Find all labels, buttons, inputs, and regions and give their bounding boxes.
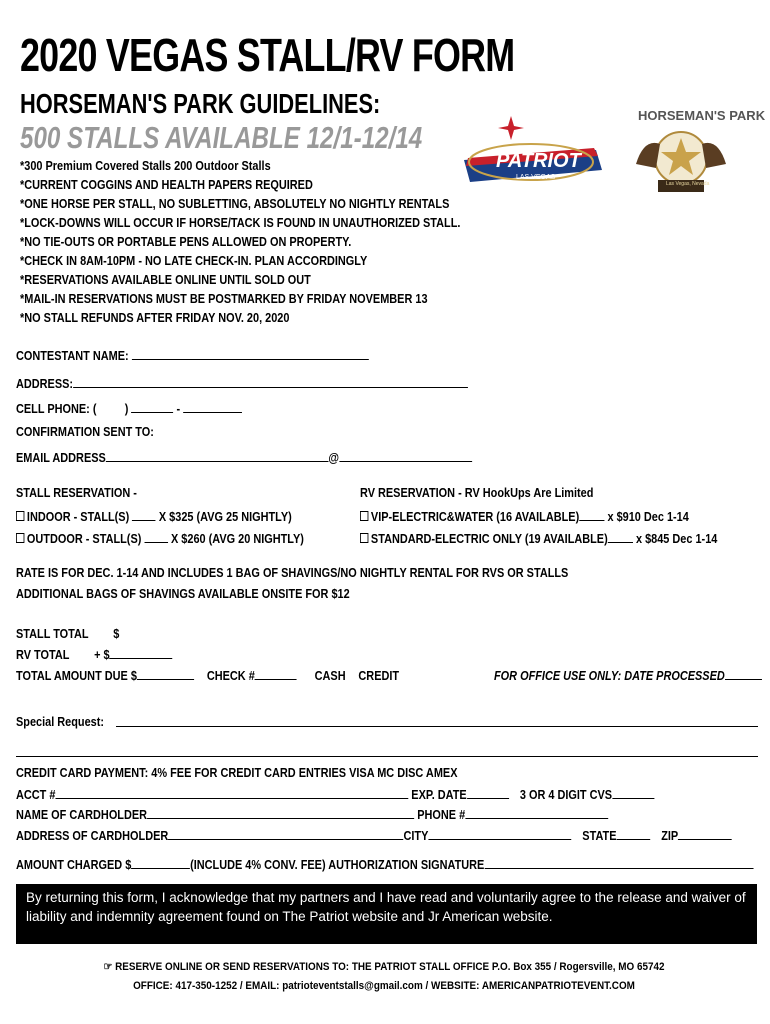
guideline-item: *CURRENT COGGINS AND HEALTH PAPERS REQUIRED <box>20 177 313 192</box>
office-use-label: FOR OFFICE USE ONLY: DATE PROCESSED <box>494 668 725 683</box>
email-row <box>16 449 472 465</box>
indoor-stall-qty-field[interactable] <box>132 508 156 521</box>
footer-address-text: RESERVE ONLINE OR SEND RESERVATIONS TO: THE PATRIOT STALL OFFICE P.O. Box 355 / Rogersville, MO 65742 <box>115 961 665 973</box>
email-domain-field[interactable] <box>339 449 472 462</box>
rv-vip-label: VIP-ELECTRIC&WATER (16 AVAILABLE) <box>370 509 580 524</box>
cardholder-address-label: ADDRESS OF CARDHOLDER <box>16 828 169 843</box>
horsemans-logo-subtext: Las Vegas, Nevada <box>666 181 710 187</box>
cardholder-phone-field[interactable] <box>465 806 608 819</box>
footer-line-2: OFFICE: 417-350-1252 / EMAIL: patrioteventstalls@gmail.com / WEBSITE: AMERICANPATRIOTEVENT.COM <box>133 980 635 992</box>
horsemans-logo-text: HORSEMAN'S PARK <box>638 108 766 123</box>
rv-reservation-heading: RV RESERVATION - RV HookUps Are Limited <box>360 485 594 500</box>
cash-option[interactable]: CASH <box>314 668 346 683</box>
cell-phone-prefix-field[interactable] <box>131 400 173 413</box>
rv-standard-label: STANDARD-ELECTRIC ONLY (19 AVAILABLE) <box>370 531 608 546</box>
guideline-item: *300 Premium Covered Stalls 200 Outdoor Stalls <box>20 158 271 173</box>
patriot-logo-text: PATRIOT <box>496 150 581 172</box>
special-request-field-2[interactable] <box>16 756 758 757</box>
confirmation-label: CONFIRMATION SENT TO: <box>16 424 154 439</box>
amount-charged-field[interactable] <box>131 856 190 869</box>
contestant-name-label: CONTESTANT NAME: <box>16 348 129 363</box>
cell-phone-number-field[interactable] <box>183 400 242 413</box>
cardholder-name-field[interactable] <box>147 806 414 819</box>
guideline-item: *MAIL-IN RESERVATIONS MUST BE POSTMARKED BY FRIDAY NOVEMBER 13 <box>20 291 428 306</box>
cell-phone-dash: - <box>176 401 181 416</box>
office-date-field[interactable] <box>725 667 762 680</box>
amount-charged-row <box>16 856 753 872</box>
rate-info-line1: RATE IS FOR DEC. 1-14 AND INCLUDES 1 BAG OF SHAVINGS/NO NIGHTLY RENTAL FOR RVS OR STALLS <box>16 565 569 580</box>
stalls-available: 500 STALLS AVAILABLE 12/1-12/14 <box>20 120 423 155</box>
rv-vip-row <box>360 508 689 524</box>
cardholder-address-row <box>16 827 732 843</box>
cardholder-phone-label: PHONE # <box>417 807 466 822</box>
guideline-item: *ONE HORSE PER STALL, NO SUBLETTING, ABSOLUTELY NO NIGHTLY RENTALS <box>20 196 450 211</box>
rv-vip-qty-field[interactable] <box>579 508 604 521</box>
amount-due-label: TOTAL AMOUNT DUE $ <box>16 668 137 683</box>
rate-info-line2: ADDITIONAL BAGS OF SHAVINGS AVAILABLE ONSITE FOR $12 <box>16 586 350 601</box>
rv-total-field[interactable] <box>110 646 173 659</box>
zip-label: ZIP <box>661 828 679 843</box>
amount-charged-label: AMOUNT CHARGED $ <box>16 857 132 872</box>
cardholder-name-label: NAME OF CARDHOLDER <box>16 807 148 822</box>
rv-standard-row <box>360 530 717 546</box>
outdoor-stall-price: X $260 (AVG 20 NIGHTLY) <box>170 531 304 546</box>
guideline-item: *CHECK IN 8AM-10PM - NO LATE CHECK-IN. PLAN ACCORDINGLY <box>20 253 368 268</box>
exp-date-label: EXP. DATE <box>411 787 467 802</box>
guidelines-heading: HORSEMAN'S PARK GUIDELINES: <box>20 88 381 119</box>
cvs-field[interactable] <box>612 786 654 799</box>
office-use-row <box>494 667 762 683</box>
outdoor-stall-label: OUTDOOR - STALL(S) <box>26 531 142 546</box>
zip-field[interactable] <box>678 827 732 840</box>
rv-standard-price: x $845 Dec 1-14 <box>635 531 718 546</box>
authorization-signature-label: (INCLUDE 4% CONV. FEE) AUTHORIZATION SIGNATURE <box>190 857 485 872</box>
indoor-stall-checkbox[interactable] <box>16 511 24 521</box>
address-row <box>16 375 468 391</box>
indoor-stall-label: INDOOR - STALL(S) <box>26 509 130 524</box>
amount-due-field[interactable] <box>137 667 194 680</box>
state-field[interactable] <box>616 827 650 840</box>
cell-phone-label: CELL PHONE: ( <box>16 401 97 416</box>
credit-option[interactable]: CREDIT <box>358 668 400 683</box>
special-request-field-1[interactable] <box>116 726 758 727</box>
credit-card-heading: CREDIT CARD PAYMENT: 4% FEE FOR CREDIT CARD ENTRIES VISA MC DISC AMEX <box>16 765 458 780</box>
acct-label: ACCT # <box>16 787 56 802</box>
cardholder-address-field[interactable] <box>168 827 403 840</box>
guideline-item: *NO STALL REFUNDS AFTER FRIDAY NOV. 20, 2020 <box>20 310 290 325</box>
authorization-signature-field[interactable] <box>484 856 753 869</box>
city-label: CITY <box>403 828 429 843</box>
footer-line-1 <box>60 960 708 973</box>
cell-phone-paren: ) <box>124 401 129 416</box>
email-user-field[interactable] <box>106 449 329 462</box>
stall-reservation-heading: STALL RESERVATION - <box>16 485 137 500</box>
cell-phone-row <box>16 400 242 416</box>
stall-total-sign: $ <box>113 626 120 641</box>
cardholder-row <box>16 806 608 822</box>
liability-notice: By returning this form, I acknowledge that my partners and I have read and voluntarily agree to the release and waiver of liability and indemnity agreement found on The Patriot website and Jr American website. <box>16 884 757 944</box>
guideline-item: *NO TIE-OUTS OR PORTABLE PENS ALLOWED ON PROPERTY. <box>20 234 352 249</box>
rv-standard-qty-field[interactable] <box>608 530 633 543</box>
rv-vip-price: x $910 Dec 1-14 <box>607 509 689 524</box>
rv-total-row <box>16 646 173 662</box>
horsemans-park-logo <box>626 106 766 196</box>
rv-vip-checkbox[interactable] <box>360 511 368 521</box>
check-number-label: CHECK # <box>206 668 255 683</box>
patriot-logo-subtext: LAS VEGAS <box>516 174 556 181</box>
address-label: ADDRESS: <box>16 376 74 391</box>
rv-total-label: RV TOTAL <box>16 647 70 662</box>
indoor-stall-price: X $325 (AVG 25 NIGHTLY) <box>158 509 292 524</box>
email-label: EMAIL ADDRESS <box>16 450 106 465</box>
check-number-field[interactable] <box>255 667 297 680</box>
rv-standard-checkbox[interactable] <box>360 533 368 543</box>
form-title: 2020 VEGAS STALL/RV FORM <box>20 29 515 81</box>
acct-number-field[interactable] <box>55 786 408 799</box>
patriot-logo <box>456 112 606 192</box>
special-request-label: Special Request: <box>16 714 105 729</box>
guideline-item: *LOCK-DOWNS WILL OCCUR IF HORSE/TACK IS FOUND IN UNAUTHORIZED STALL. <box>20 215 461 230</box>
outdoor-stall-row <box>16 530 304 546</box>
contestant-name-row <box>16 347 369 363</box>
stall-total-label: STALL TOTAL <box>16 626 89 641</box>
cvs-label: 3 OR 4 DIGIT CVS <box>519 787 613 802</box>
pointing-hand-icon: ☞ <box>103 961 113 973</box>
outdoor-stall-checkbox[interactable] <box>16 533 24 543</box>
amount-due-row <box>16 667 399 683</box>
rv-total-sign: + $ <box>94 647 110 662</box>
contestant-name-field[interactable] <box>132 347 369 360</box>
guideline-item: *RESERVATIONS AVAILABLE ONLINE UNTIL SOLD OUT <box>20 272 311 287</box>
stall-total-row <box>16 626 119 641</box>
acct-row <box>16 786 654 802</box>
email-at-sign: @ <box>328 450 340 465</box>
city-field[interactable] <box>428 827 571 840</box>
outdoor-stall-qty-field[interactable] <box>144 530 168 543</box>
address-field[interactable] <box>73 375 468 388</box>
indoor-stall-row <box>16 508 292 524</box>
state-label: STATE <box>582 828 617 843</box>
exp-date-field[interactable] <box>467 786 509 799</box>
